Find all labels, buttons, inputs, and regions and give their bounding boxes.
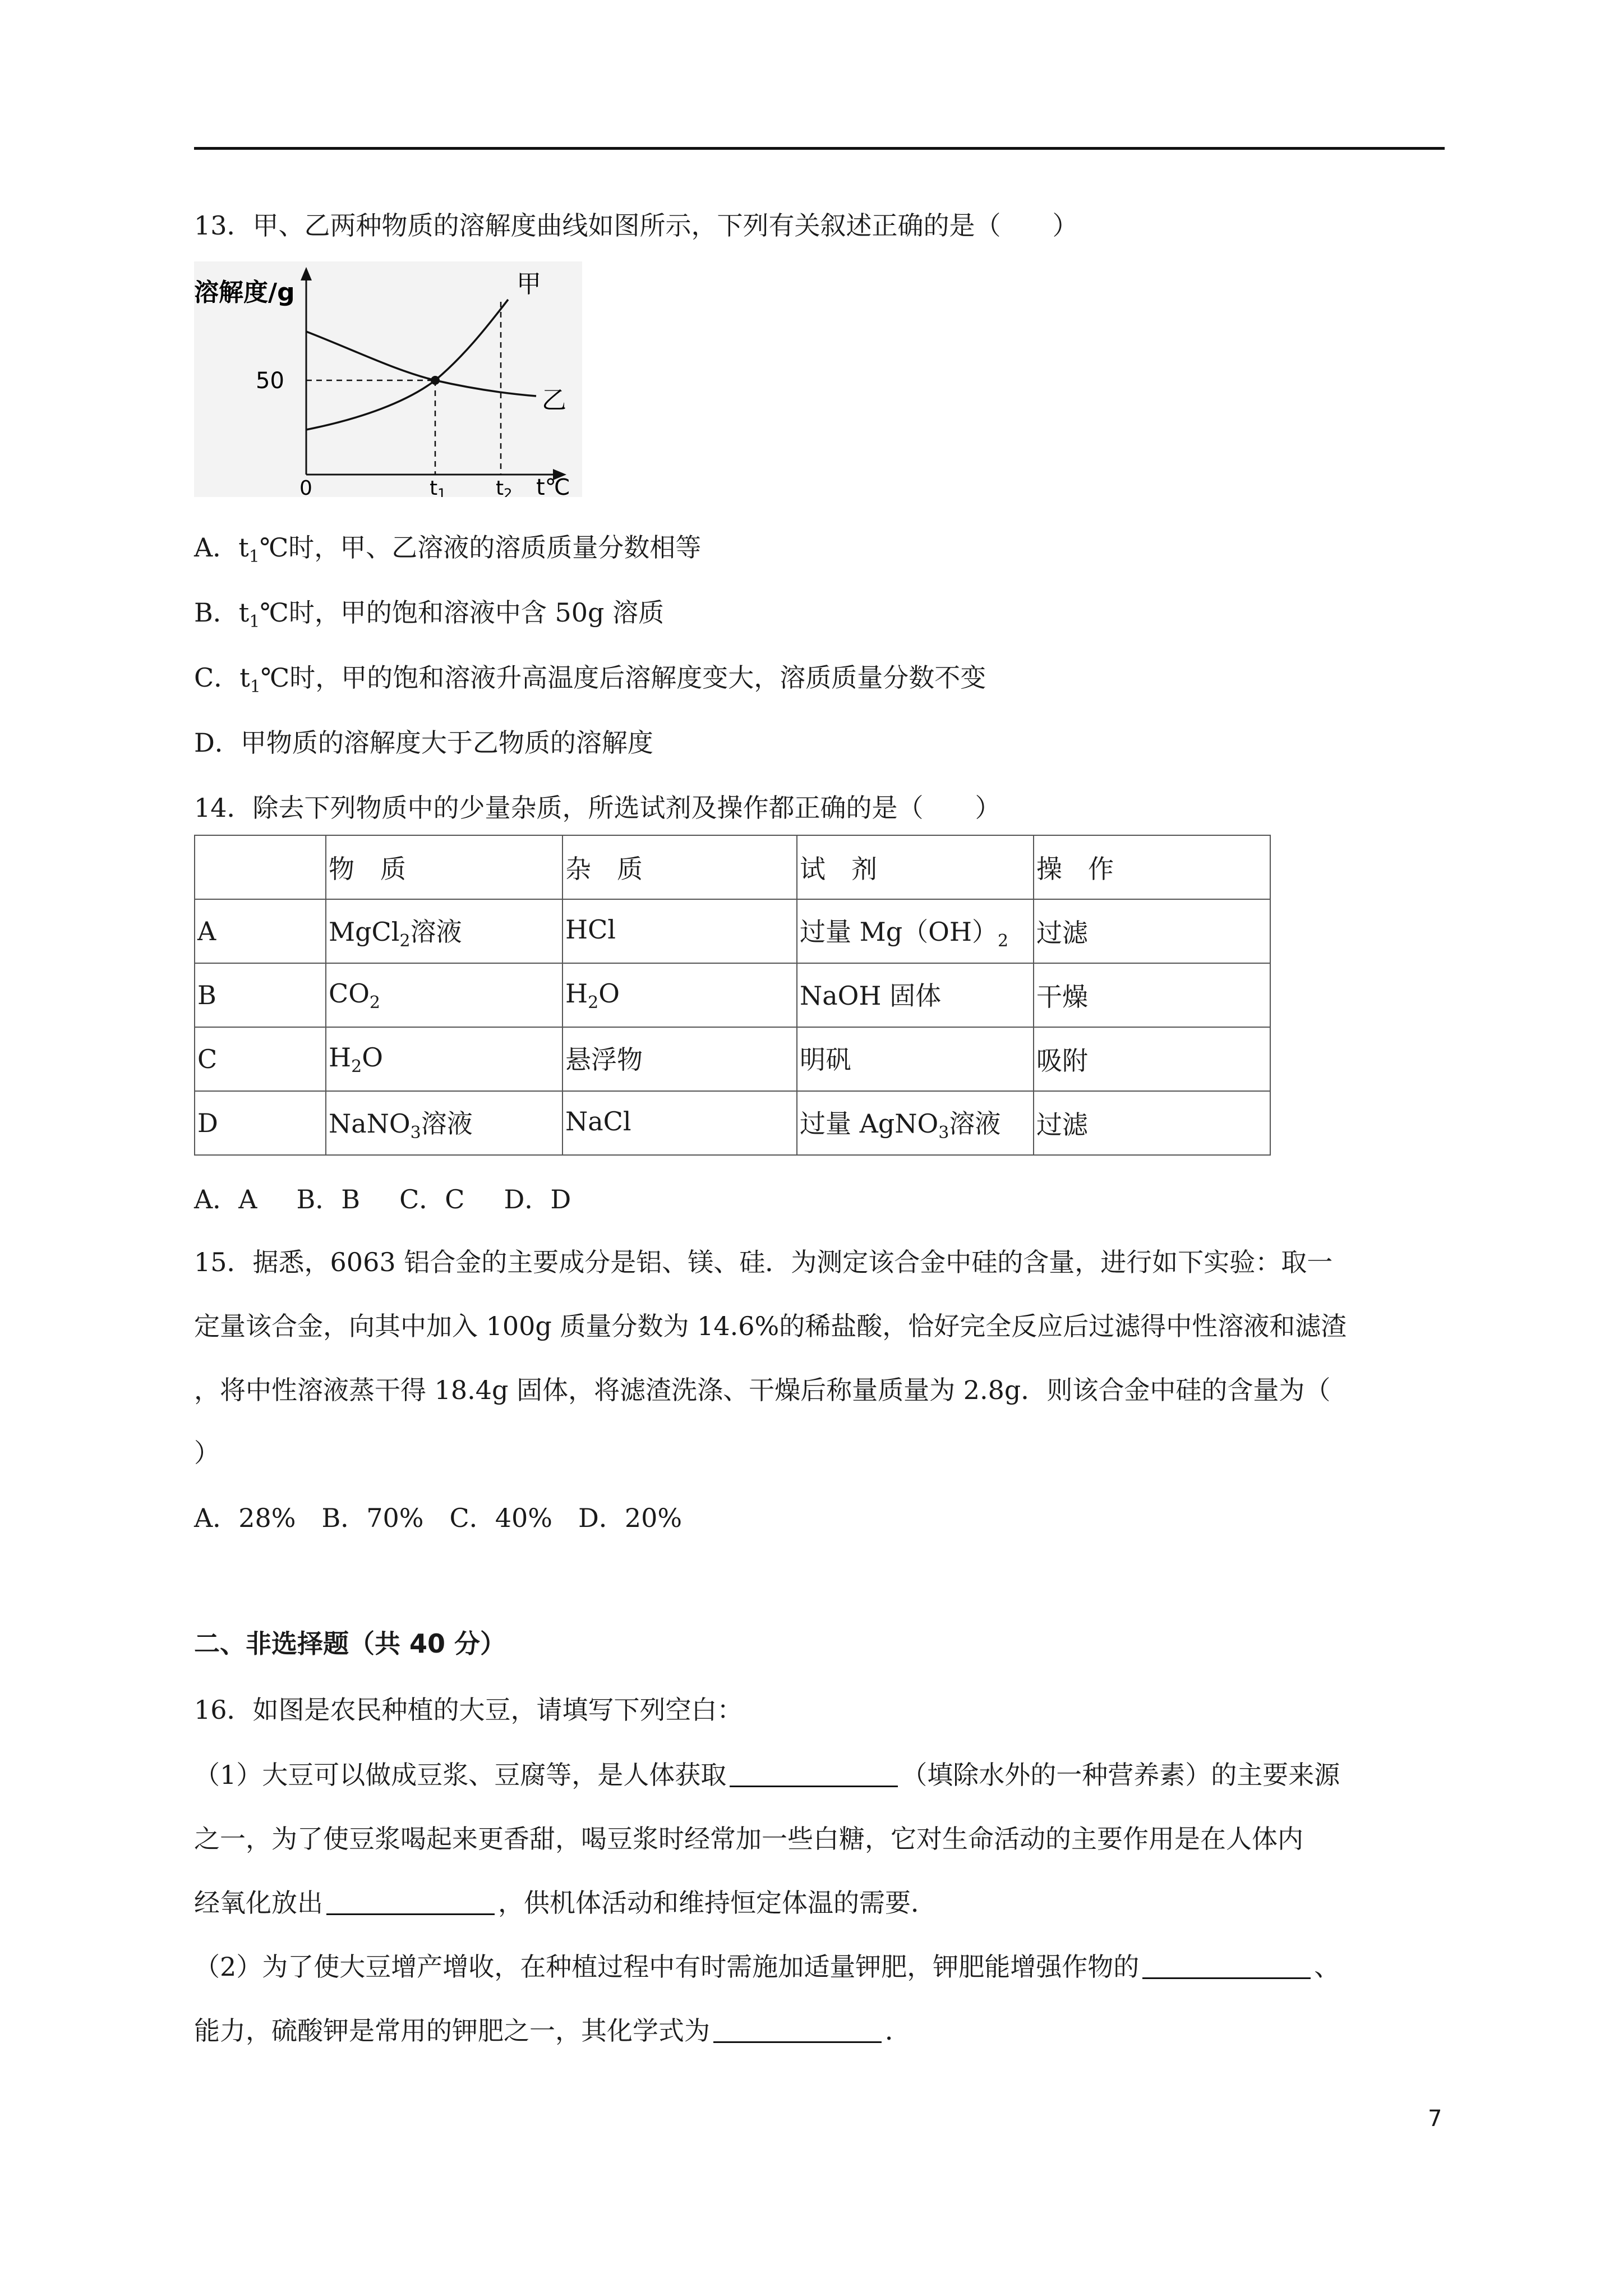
table-cell: NaNO$_3$溶液 <box>326 1091 562 1155</box>
x-tick-t1: t1 <box>430 477 446 497</box>
table-cell: 过量 AgNO$_3$溶液 <box>797 1091 1034 1155</box>
table-cell: C <box>195 1027 326 1091</box>
q16-part1-line1: （1）大豆可以做成豆浆、豆腐等，是人体获取 （填除水外的一种营养素）的主要来源 <box>194 1760 1340 1790</box>
q15-line-4: ） <box>194 1438 220 1468</box>
q14-table <box>194 835 1271 1156</box>
table-cell: NaCl <box>562 1091 797 1155</box>
q14-stem: 14．除去下列物质中的少量杂质，所选试剂及操作都正确的是（ ） <box>194 793 1001 823</box>
q13-option-d: D．甲物质的溶解度大于乙物质的溶解度 <box>194 728 653 758</box>
section-title: 二、非选择题（共 40 分） <box>194 1628 506 1659</box>
q15-options: A．28% B．70% C．40% D．20% <box>194 1503 683 1533</box>
table-cell: A <box>195 899 326 963</box>
intersection-point <box>431 376 440 385</box>
table-cell: B <box>195 963 326 1027</box>
table-cell: $H_2O$ <box>326 1027 562 1091</box>
answer-blank[interactable] <box>1142 1955 1311 1979</box>
q16-part1-line2: 之一，为了使豆浆喝起来更香甜，喝豆浆时经常加一些白糖，它对生命活动的主要作用是在人体内 <box>194 1824 1303 1854</box>
table-cell: HCl <box>562 899 797 963</box>
table-cell: NaOH 固体 <box>797 963 1034 1027</box>
series-label-jia: 甲 <box>517 270 541 298</box>
table-cell: 过滤 <box>1034 1091 1270 1155</box>
answer-blank[interactable] <box>326 1891 495 1915</box>
solubility-chart <box>194 261 582 497</box>
table-header-row <box>195 835 1270 899</box>
q16-part2-line2: 能力，硫酸钾是常用的钾肥之一，其化学式为 ． <box>194 2016 911 2046</box>
q14-options: A．A B．B C．C D．D <box>194 1184 571 1214</box>
y-axis-arrow <box>301 267 312 280</box>
q16-part1-line3: 经氧化放出 ，供机体活动和维持恒定体温的需要． <box>194 1888 937 1918</box>
table-cell: D <box>195 1091 326 1155</box>
q13-option-b: B．$t_1℃$时，甲的饱和溶液中含 50g 溶质 <box>194 597 665 632</box>
x-axis-label: t℃ <box>536 475 570 497</box>
table-cell: $CO_2$ <box>326 963 562 1027</box>
series-jia-curve <box>306 300 508 430</box>
table-cell: 干燥 <box>1034 963 1270 1027</box>
table-row <box>195 1091 1270 1155</box>
x-tick-t2: t2 <box>496 477 513 497</box>
q13-stem: 13．甲、乙两种物质的溶解度曲线如图所示，下列有关叙述正确的是（ ） <box>194 210 1078 241</box>
table-cell: 悬浮物 <box>562 1027 797 1091</box>
solubility-chart-svg <box>194 261 582 497</box>
table-cell: MgCl$_2$溶液 <box>326 899 562 963</box>
table-row <box>195 899 1270 963</box>
series-yi-curve <box>306 332 536 396</box>
page-number: 7 <box>1428 2106 1442 2132</box>
header-cell: 物 质 <box>326 835 562 899</box>
header-cell: 操 作 <box>1034 835 1270 899</box>
q13-option-a: A．$t_1℃$时，甲、乙溶液的溶质质量分数相等 <box>194 532 702 567</box>
table-cell: 过滤 <box>1034 899 1270 963</box>
header-rule <box>194 147 1445 150</box>
series-label-yi: 乙 <box>542 386 566 415</box>
table-cell: 吸附 <box>1034 1027 1270 1091</box>
answer-blank[interactable] <box>713 2019 882 2043</box>
q15-line-2: 定量该合金，向其中加入 100g 质量分数为 14.6%的稀盐酸，恰好完全反应后过滤得中性溶液和滤渣 <box>194 1311 1347 1341</box>
q13-option-c: C．$t_1℃$时，甲的饱和溶液升高温度后溶解度变大，溶质质量分数不变 <box>194 662 986 697</box>
header-cell: 杂 质 <box>562 835 797 899</box>
table-cell: 过量 $Mg(OH)_2$ <box>797 899 1034 963</box>
header-cell <box>195 835 326 899</box>
table-row <box>195 1027 1270 1091</box>
table-row <box>195 963 1270 1027</box>
table-cell: 明矾 <box>797 1027 1034 1091</box>
q15-line-3: ，将中性溶液蒸干得 18.4g 固体，将滤渣洗涤、干燥后称量质量为 2.8g．则该合金中硅的含量为（ <box>194 1375 1331 1405</box>
origin-label: 0 <box>299 477 312 497</box>
header-cell: 试 剂 <box>797 835 1034 899</box>
q16-stem: 16．如图是农民种植的大豆，请填写下列空白： <box>194 1695 743 1725</box>
q16-part2-line1: （2）为了使大豆增产增收，在种植过程中有时需施加适量钾肥，钾肥能增强作物的 、 <box>194 1952 1340 1982</box>
answer-blank[interactable] <box>730 1763 898 1787</box>
q15-line-1: 15．据悉，6063 铝合金的主要成分是铝、镁、硅．为测定该合金中硅的含量，进行如下实验：取一 <box>194 1247 1333 1277</box>
y-tick-50: 50 <box>256 368 284 394</box>
y-axis-label: 溶解度/g <box>194 278 295 307</box>
table-cell: $H_2O$ <box>562 963 797 1027</box>
